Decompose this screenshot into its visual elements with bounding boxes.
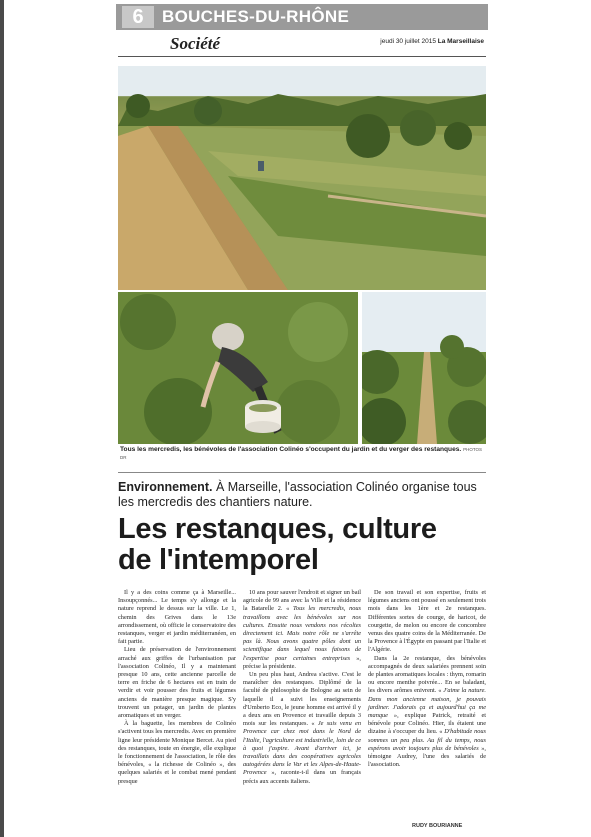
photo-terraces-illustration — [118, 66, 486, 290]
article-column-3 — [368, 589, 486, 769]
section-header-bar — [116, 4, 488, 30]
article-headline — [118, 514, 488, 576]
col2-p2-b: », raconte-t-il dans un français précis aux accents italiens. — [243, 769, 361, 785]
page-left-edge — [0, 0, 4, 837]
article-kicker — [118, 480, 486, 510]
header-rule — [118, 56, 486, 57]
col3-paragraph-2 — [368, 655, 486, 770]
photo-caption — [120, 446, 486, 462]
col3-p2-b: », explique Patrick, retraité et bénévole pour Colinéo. Hier, ils étaient une dizaine à s'occuper du lieu. « — [368, 712, 487, 736]
col3-p2-c: », témoigne Audrey, l'une des salariés de l'association. — [368, 744, 486, 769]
col3-p2-quote-2: D'habitude nous sommes un peu plus. Au fil du temps, nous espérons avoir toujours plus de bénévoles — [368, 728, 486, 752]
kicker-text: À Marseille, l'association Colinéo organise tous les mercredis des chantiers nature. — [118, 480, 477, 509]
col2-paragraph-2 — [243, 671, 361, 786]
section-title: BOUCHES-DU-RHÔNE — [162, 7, 350, 26]
newspaper-page — [112, 0, 492, 837]
caption-text: Tous les mercredis, les bénévoles de l'association Colinéo s'occupent du jardin et du verger des restanques. — [120, 446, 462, 453]
kicker-bold: Environnement. — [118, 480, 213, 494]
rubric-title: Société — [170, 34, 221, 53]
article-column-2 — [243, 589, 361, 786]
col3-p2-quote-1: J'aime la nature. Dans mon ancienne maison, je pouvais jardiner. J'adorais ça et aujourd'hui ça me manque — [368, 687, 486, 720]
article-rule — [118, 472, 486, 473]
publication-date: jeudi 30 juillet 2015 — [380, 38, 436, 45]
headline-line-2: de l'intemporel — [118, 544, 319, 576]
photo-volunteer-illustration — [118, 292, 358, 444]
col2-p2-quote: Je suis venu en Provence car chez moi dans le Nord de l'Italie, l'agriculture est industrielle, loin de ce à quoi j'aspire. Avant d'arriver ici, je travaillais dans des coopératives agricoles autogérées dans le Var et les Alpes-de-Haute-Provence — [243, 720, 361, 777]
headline-line-1: Les restanques, culture — [118, 513, 437, 545]
photo-credit: PHOTOS DR — [120, 447, 482, 460]
col1-paragraph-1: Il y a des coins comme ça à Marseille... Insoupçonnés... Le temps s'y allonge et la nature reprend le dessus sur la ville. Le 1, chemin des Grives dans le 13e arrondissement, où officie le conservatoire des restanques, verger et jardin méditerranéen, en fait partie. — [118, 589, 236, 646]
col2-p2-a: Un peu plus haut, Andrea s'active. C'est le maraîcher des restanques. Diplômé de la faculté de philosophie de Bologne au sein de laquelle il a suivi les enseignements d'Umberto Eco, le jeune homme est arrivé il y a deux ans en Provence et travaille depuis 3 mois sur les restanques. « — [243, 671, 361, 728]
col2-p1-quote: Tous les mercredis, nous travaillons avec les bénévoles sur nos cultures. Ensuite nous vendons nos récoltes directement ici. Mais notre rôle ne s'arrête pas là. Nous avons quatre pôles dont un scientifique dans lequel nous faisons de l'expertise pour certaines entreprises — [243, 605, 361, 662]
col2-p1-b: », précise la présidente. — [243, 654, 361, 670]
photo-path-illustration — [362, 292, 486, 444]
col2-p1-a: 10 ans pour sauver l'endroit et signer un bail agricole de 99 ans avec la Ville et la résidence la Batarelle 2. « — [243, 589, 361, 613]
col3-paragraph-1: De son travail et son expertise, fruits et légumes anciens ont poussé en seulement trois mois dans les 1ère et 2e restanques. Différentes sortes de courge, de haricot, de courgette, de melon ou encore de concombre venus des quatre coins de la Méditerranée. De la Provence à l'Égypte en passant par l'Italie et l'Algérie. — [368, 589, 486, 654]
author-signature: RUDY BOURIANNE — [412, 823, 463, 829]
col1-paragraph-3: À la baguette, les membres de Colinéo s'activent tous les mercredis. Avec en première ligne leur présidente Monique Bercet. Au pied des restanques, toute en énergie, elle explique le fonctionnement de l'association, le rôle des bénévoles, « la richesse de Colinéo », des quelques salariés et le combat mené pendant presque — [118, 720, 236, 785]
photo-garden-path — [362, 292, 486, 444]
col3-p2-a: Dans la 2e restanque, des bénévoles accompagnés de deux salariées prennent soin de plantes aromatiques locales : thym, romarin ou encore menthe poivrée... En se baladant, les divers arômes enivrent. « — [368, 654, 486, 695]
publication-name: La Marseillaise — [437, 38, 484, 45]
photo-volunteer-gardening — [118, 292, 358, 444]
article-column-1 — [118, 589, 236, 786]
photo-restanques-terraces — [118, 66, 486, 290]
col1-paragraph-2: Lieu de préservation de l'environnement arraché aux griffes de l'urbanisation par l'association Colinéo, Il y a maintenant presque 10 ans, cette ancienne parcelle de terre en friche de 6 hectares est en train de verdir et voir pousser des fruits et légumes anciens de manière presque magique. S'y trouvent un potager, un jardin de plantes aromatiques et un verger. — [118, 646, 236, 720]
dateline — [380, 38, 484, 45]
col2-paragraph-1 — [243, 589, 361, 671]
page-number: 6 — [122, 6, 154, 28]
